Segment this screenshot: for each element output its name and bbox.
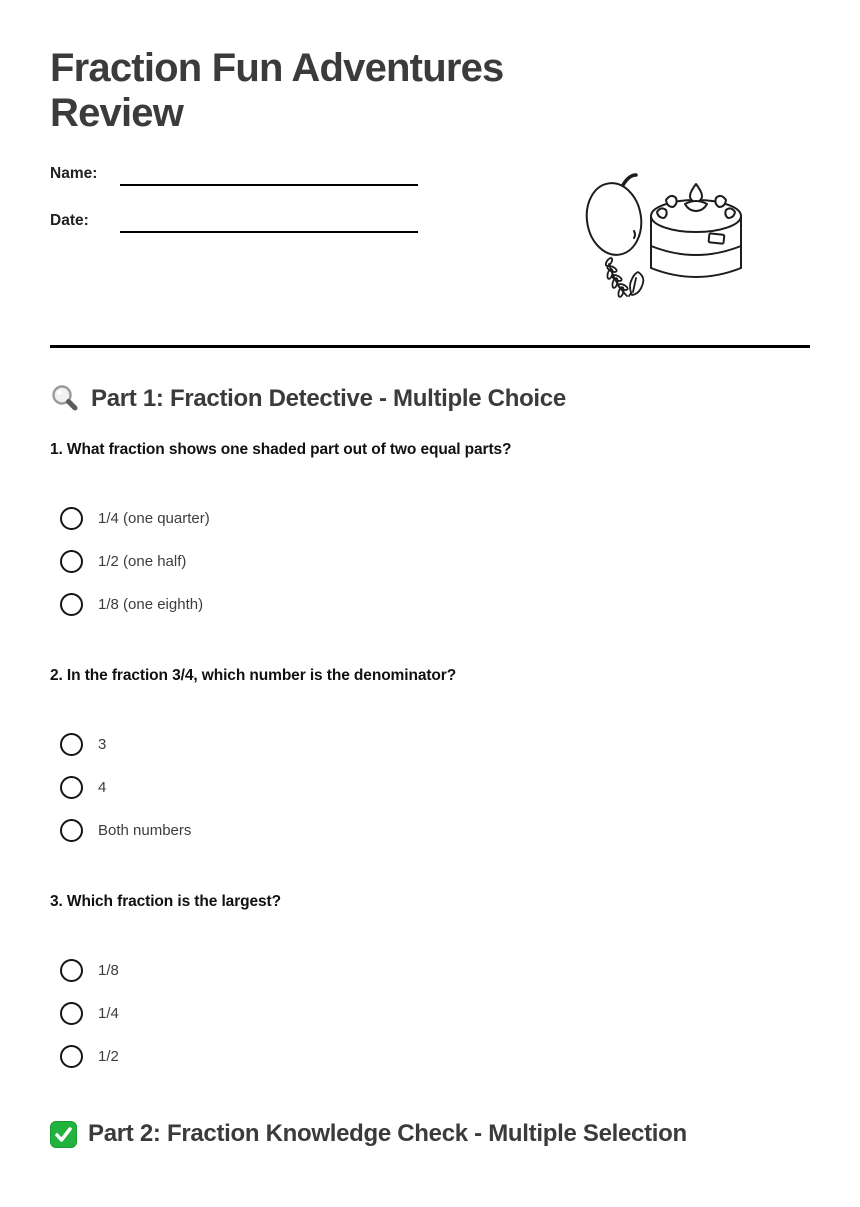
option-label[interactable]: 1/4 (98, 1004, 119, 1022)
part2-heading-label: Part 2: Fraction Knowledge Check - Multiple Selection (88, 1120, 687, 1148)
question-1-options (60, 506, 810, 616)
radio-button[interactable] (60, 507, 83, 530)
date-label: Date: (50, 212, 89, 230)
radio-button[interactable] (60, 819, 83, 842)
radio-button[interactable] (60, 776, 83, 799)
worksheet-page (0, 46, 860, 1207)
option-label[interactable]: 1/8 (one eighth) (98, 595, 204, 613)
question-3-options (60, 958, 810, 1068)
date-input-line[interactable] (120, 209, 418, 233)
option-row (60, 1001, 810, 1025)
option-row (60, 818, 810, 842)
option-row (60, 549, 810, 573)
option-row (60, 958, 810, 982)
question-1: 1. What fraction shows one shaded part out of two equal parts? (50, 441, 512, 459)
option-label[interactable]: Both numbers (98, 821, 192, 839)
name-input-line[interactable] (120, 162, 418, 186)
option-label[interactable]: 1/2 (98, 1047, 119, 1065)
option-label[interactable]: 4 (98, 778, 107, 796)
wheat-sprig-icon (605, 257, 644, 297)
page-title: Fraction Fun Adventures Review (50, 46, 504, 136)
question-3: 3. Which fraction is the largest? (50, 893, 281, 911)
name-label: Name: (50, 165, 98, 183)
magnifier-icon (50, 384, 80, 414)
part2-heading (50, 1120, 810, 1148)
cake-icon (651, 184, 741, 277)
option-row (60, 506, 810, 530)
option-label[interactable]: 3 (98, 735, 107, 753)
fruit-cake-wheat-illustration (581, 172, 749, 300)
radio-button[interactable] (60, 1045, 83, 1068)
radio-button[interactable] (60, 550, 83, 573)
mango-icon (582, 175, 647, 259)
option-label[interactable]: 1/2 (one half) (98, 552, 187, 570)
option-label[interactable]: 1/8 (98, 961, 119, 979)
option-row (60, 592, 810, 616)
radio-button[interactable] (60, 593, 83, 616)
question-2-options (60, 732, 810, 842)
part1-heading-label: Part 1: Fraction Detective - Multiple Choice (91, 385, 566, 413)
radio-button[interactable] (60, 1002, 83, 1025)
radio-button[interactable] (60, 733, 83, 756)
check-icon (50, 1121, 77, 1148)
radio-button[interactable] (60, 959, 83, 982)
section-divider (50, 345, 810, 348)
part1-heading (50, 384, 810, 414)
question-2: 2. In the fraction 3/4, which number is the denominator? (50, 667, 457, 685)
option-row (60, 775, 810, 799)
option-label[interactable]: 1/4 (one quarter) (98, 509, 210, 527)
option-row (60, 732, 810, 756)
option-row (60, 1044, 810, 1068)
